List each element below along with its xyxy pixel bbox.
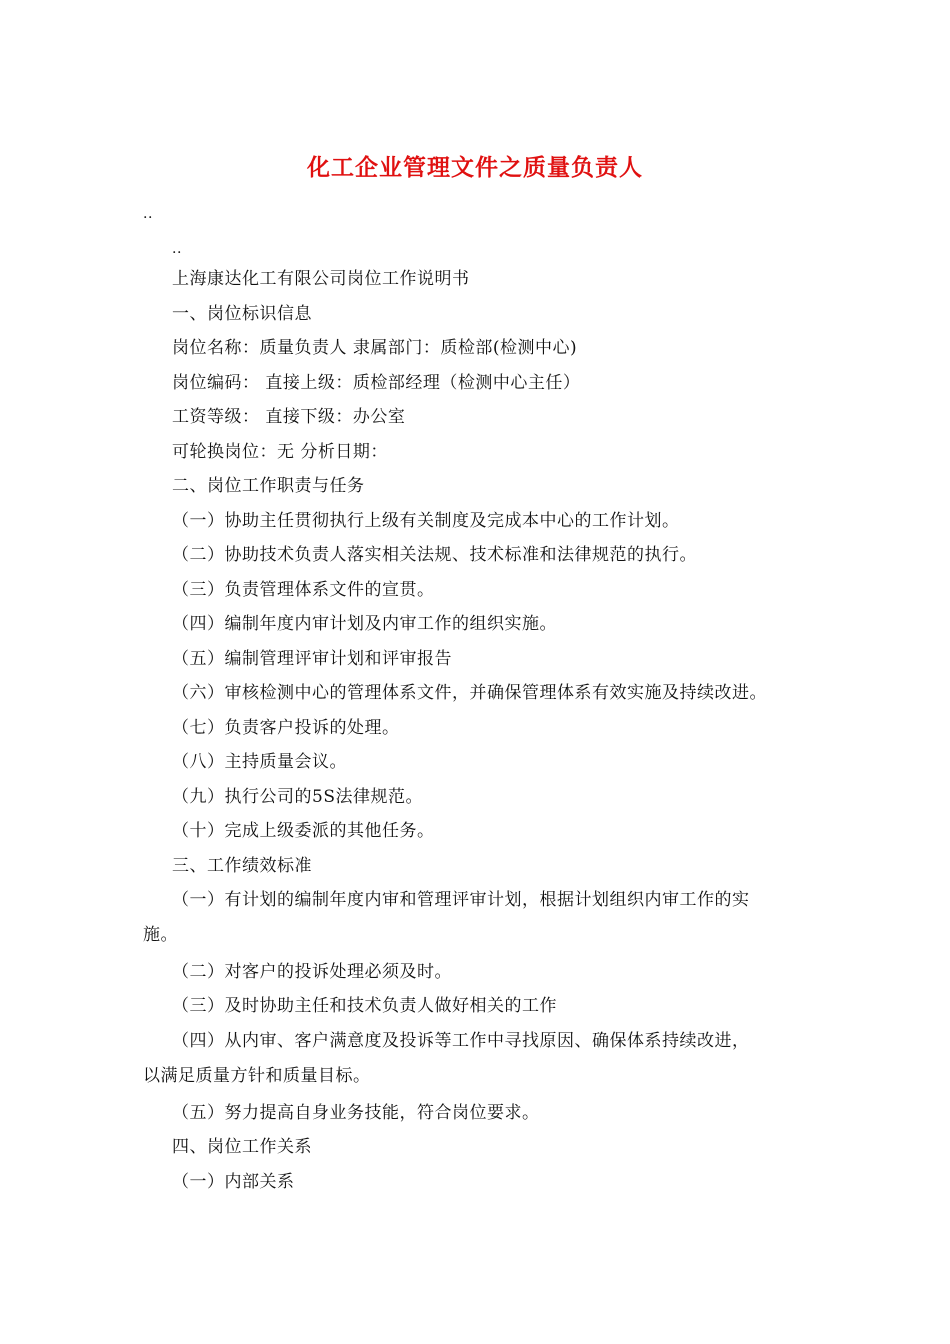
duty-item: （二）协助技术负责人落实相关法规、技术标准和法律规范的执行。 [172, 545, 697, 565]
duty-item: （一）协助主任贯彻执行上级有关制度及完成本中心的工作计划。 [172, 511, 680, 531]
duty-item: （九）执行公司的5S法律规范。 [172, 787, 423, 807]
salary-level-line: 工资等级： 直接下级：办公室 [172, 407, 406, 427]
section-heading: 一、岗位标识信息 [172, 304, 312, 324]
section-heading: 三、工作绩效标准 [172, 856, 312, 876]
duty-item: （七）负责客户投诉的处理。 [172, 718, 400, 738]
dots-marker: .. [143, 206, 153, 222]
duty-item: （十）完成上级委派的其他任务。 [172, 821, 435, 841]
rotation-line: 可轮换岗位：无 分析日期： [172, 442, 388, 462]
section-heading: 四、岗位工作关系 [172, 1137, 312, 1157]
standard-item: （二）对客户的投诉处理必须及时。 [172, 962, 452, 982]
standard-item: （五）努力提高自身业务技能，符合岗位要求。 [172, 1103, 540, 1123]
standard-item: （四）从内审、客户满意度及投诉等工作中寻找原因、确保体系持续改进， [172, 1031, 750, 1051]
position-name-line: 岗位名称：质量负责人 隶属部门：质检部(检测中心) [172, 338, 578, 358]
document-title: 化工企业管理文件之质量负责人 [307, 155, 643, 181]
duty-item: （八）主持质量会议。 [172, 752, 347, 772]
duty-item: （四）编制年度内审计划及内审工作的组织实施。 [172, 614, 557, 634]
standard-item-continuation: 施。 [143, 925, 178, 945]
standard-item: （一）有计划的编制年度内审和管理评审计划，根据计划组织内审工作的实 [172, 890, 750, 910]
section-heading: 二、岗位工作职责与任务 [172, 476, 365, 496]
standard-item-continuation: 以满足质量方针和质量目标。 [143, 1066, 371, 1086]
duty-item: （三）负责管理体系文件的宣贯。 [172, 580, 435, 600]
relation-item: （一）内部关系 [172, 1172, 295, 1192]
standard-item: （三）及时协助主任和技术负责人做好相关的工作 [172, 996, 557, 1016]
position-code-line: 岗位编码： 直接上级：质检部经理（检测中心主任） [172, 373, 581, 393]
duty-item: （六）审核检测中心的管理体系文件，并确保管理体系有效实施及持续改进。 [172, 683, 767, 703]
duty-item: （五）编制管理评审计划和评审报告 [172, 649, 452, 669]
dots-marker: .. [172, 241, 182, 257]
company-heading: 上海康达化工有限公司岗位工作说明书 [172, 269, 470, 289]
